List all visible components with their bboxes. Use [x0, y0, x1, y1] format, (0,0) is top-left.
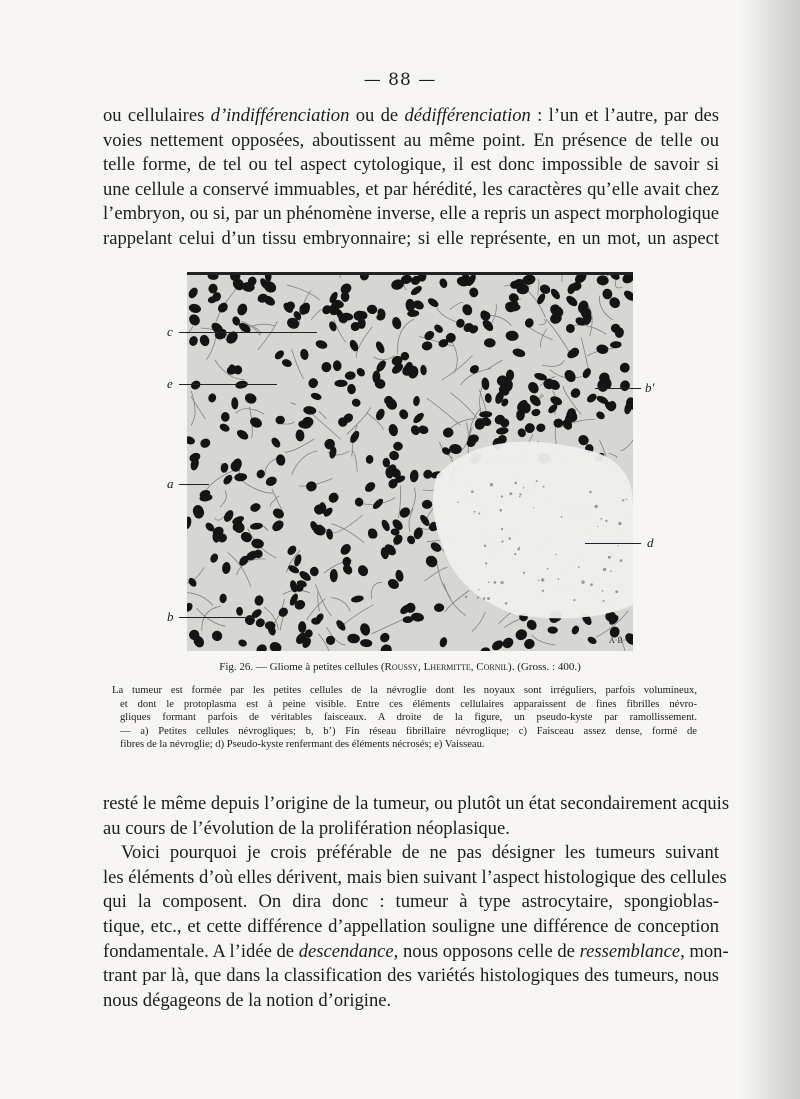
top-line-3: telle forme, de tel ou tel aspect cytologique, il est donc impossible de savoir si: [103, 154, 719, 176]
caption-line-3: gliques formant parfois de véritables faisceaux. A droite de la figure, un pseudo-kyste par ramollissement.: [120, 712, 697, 724]
bottom-paragraph: [103, 792, 730, 1013]
figure-26: [167, 272, 655, 648]
caption-line-5: fibres de la névroglie; d) Pseudo-kyste renfermant des éléments nécrosés; e) Vaisseau.: [120, 739, 485, 751]
caption-line-2: et dont le protoplasma est à peine visible. Entre ces éléments cellulaires apparaissent de fines fibrilles névro-: [120, 698, 697, 710]
label-a: a: [167, 476, 174, 491]
micrograph-image: [187, 272, 633, 651]
page-number: — 88 —: [363, 70, 437, 90]
top-paragraph: [103, 104, 719, 252]
leader-b: [179, 617, 257, 618]
top-line-4: une cellule a conservé immuables, et par hérédité, les caractères qu’elle avait chez: [103, 178, 719, 200]
bottom-line-7: fondamentale. A l’idée de descendance, nous opposons celle de ressemblance, mon-: [103, 940, 729, 962]
illustrator-signature: A·B·: [609, 636, 626, 645]
top-line-2: voies nettement opposées, aboutissent au même point. En présence de telle ou: [103, 129, 719, 151]
figure-caption-title: Fig. 26. — Gliome à petites cellules (Roussy, Lhermitte, Cornil). (Gross. : 400.): [219, 661, 581, 673]
bottom-line-4: les éléments d’où elles dérivent, mais bien suivant l’aspect histologique des cellules: [103, 866, 727, 888]
bottom-line-8: trant par là, que dans la classification des variétés histologiques des tumeurs, nous: [103, 965, 719, 987]
caption-line-1: La tumeur est formée par les petites cellules de la névroglie dont les noyaux sont irréguliers, parfois volumineux,: [112, 685, 697, 696]
label-c: c: [167, 324, 173, 339]
top-line-5: l’embryon, ou si, par un phénomène inverse, elle a repris un aspect morphologique: [103, 203, 719, 225]
top-line-1: ou cellulaires d’indifférenciation ou de dédifférenciation : l’un et l’autre, par des: [103, 105, 719, 126]
leader-e: [179, 384, 277, 385]
bottom-line-9: nous dégageons de la notion d’origine.: [103, 989, 392, 1011]
bottom-line-2: au cours de l’évolution de la prolifération néoplasique.: [103, 817, 510, 839]
bottom-line-1: resté le même depuis l’origine de la tumeur, ou plutôt un état secondairement acquis: [103, 793, 730, 814]
label-e: e: [167, 376, 173, 391]
page-edge-shadow: [740, 0, 800, 1099]
bottom-line-5: qui la composent. On dira donc : tumeur à type astrocytaire, spongioblas-: [103, 891, 719, 913]
bottom-line-6: tique, etc., et cette différence d’appellation souligne une différence de conception: [103, 915, 719, 937]
bottom-line-3: Voici pourquoi je crois préférable de ne pas désigner les tumeurs suivant: [121, 842, 719, 864]
figure-caption-body: [112, 684, 697, 752]
leader-b-prime: [595, 388, 641, 389]
top-line-6: rappelant celui d’un tissu embryonnaire; si elle représente, en un mot, un aspect: [103, 227, 719, 249]
caption-line-4: — a) Petites cellules névrogliques; b, b’) Fin réseau fibrillaire névroglique; c) Faisceau assez dense, formé de: [120, 725, 697, 737]
label-d: d: [647, 535, 654, 550]
leader-d: [585, 543, 641, 544]
leader-a: [179, 484, 209, 485]
label-b: b: [167, 609, 174, 624]
label-b-prime: b': [645, 380, 655, 395]
leader-c: [179, 332, 317, 333]
